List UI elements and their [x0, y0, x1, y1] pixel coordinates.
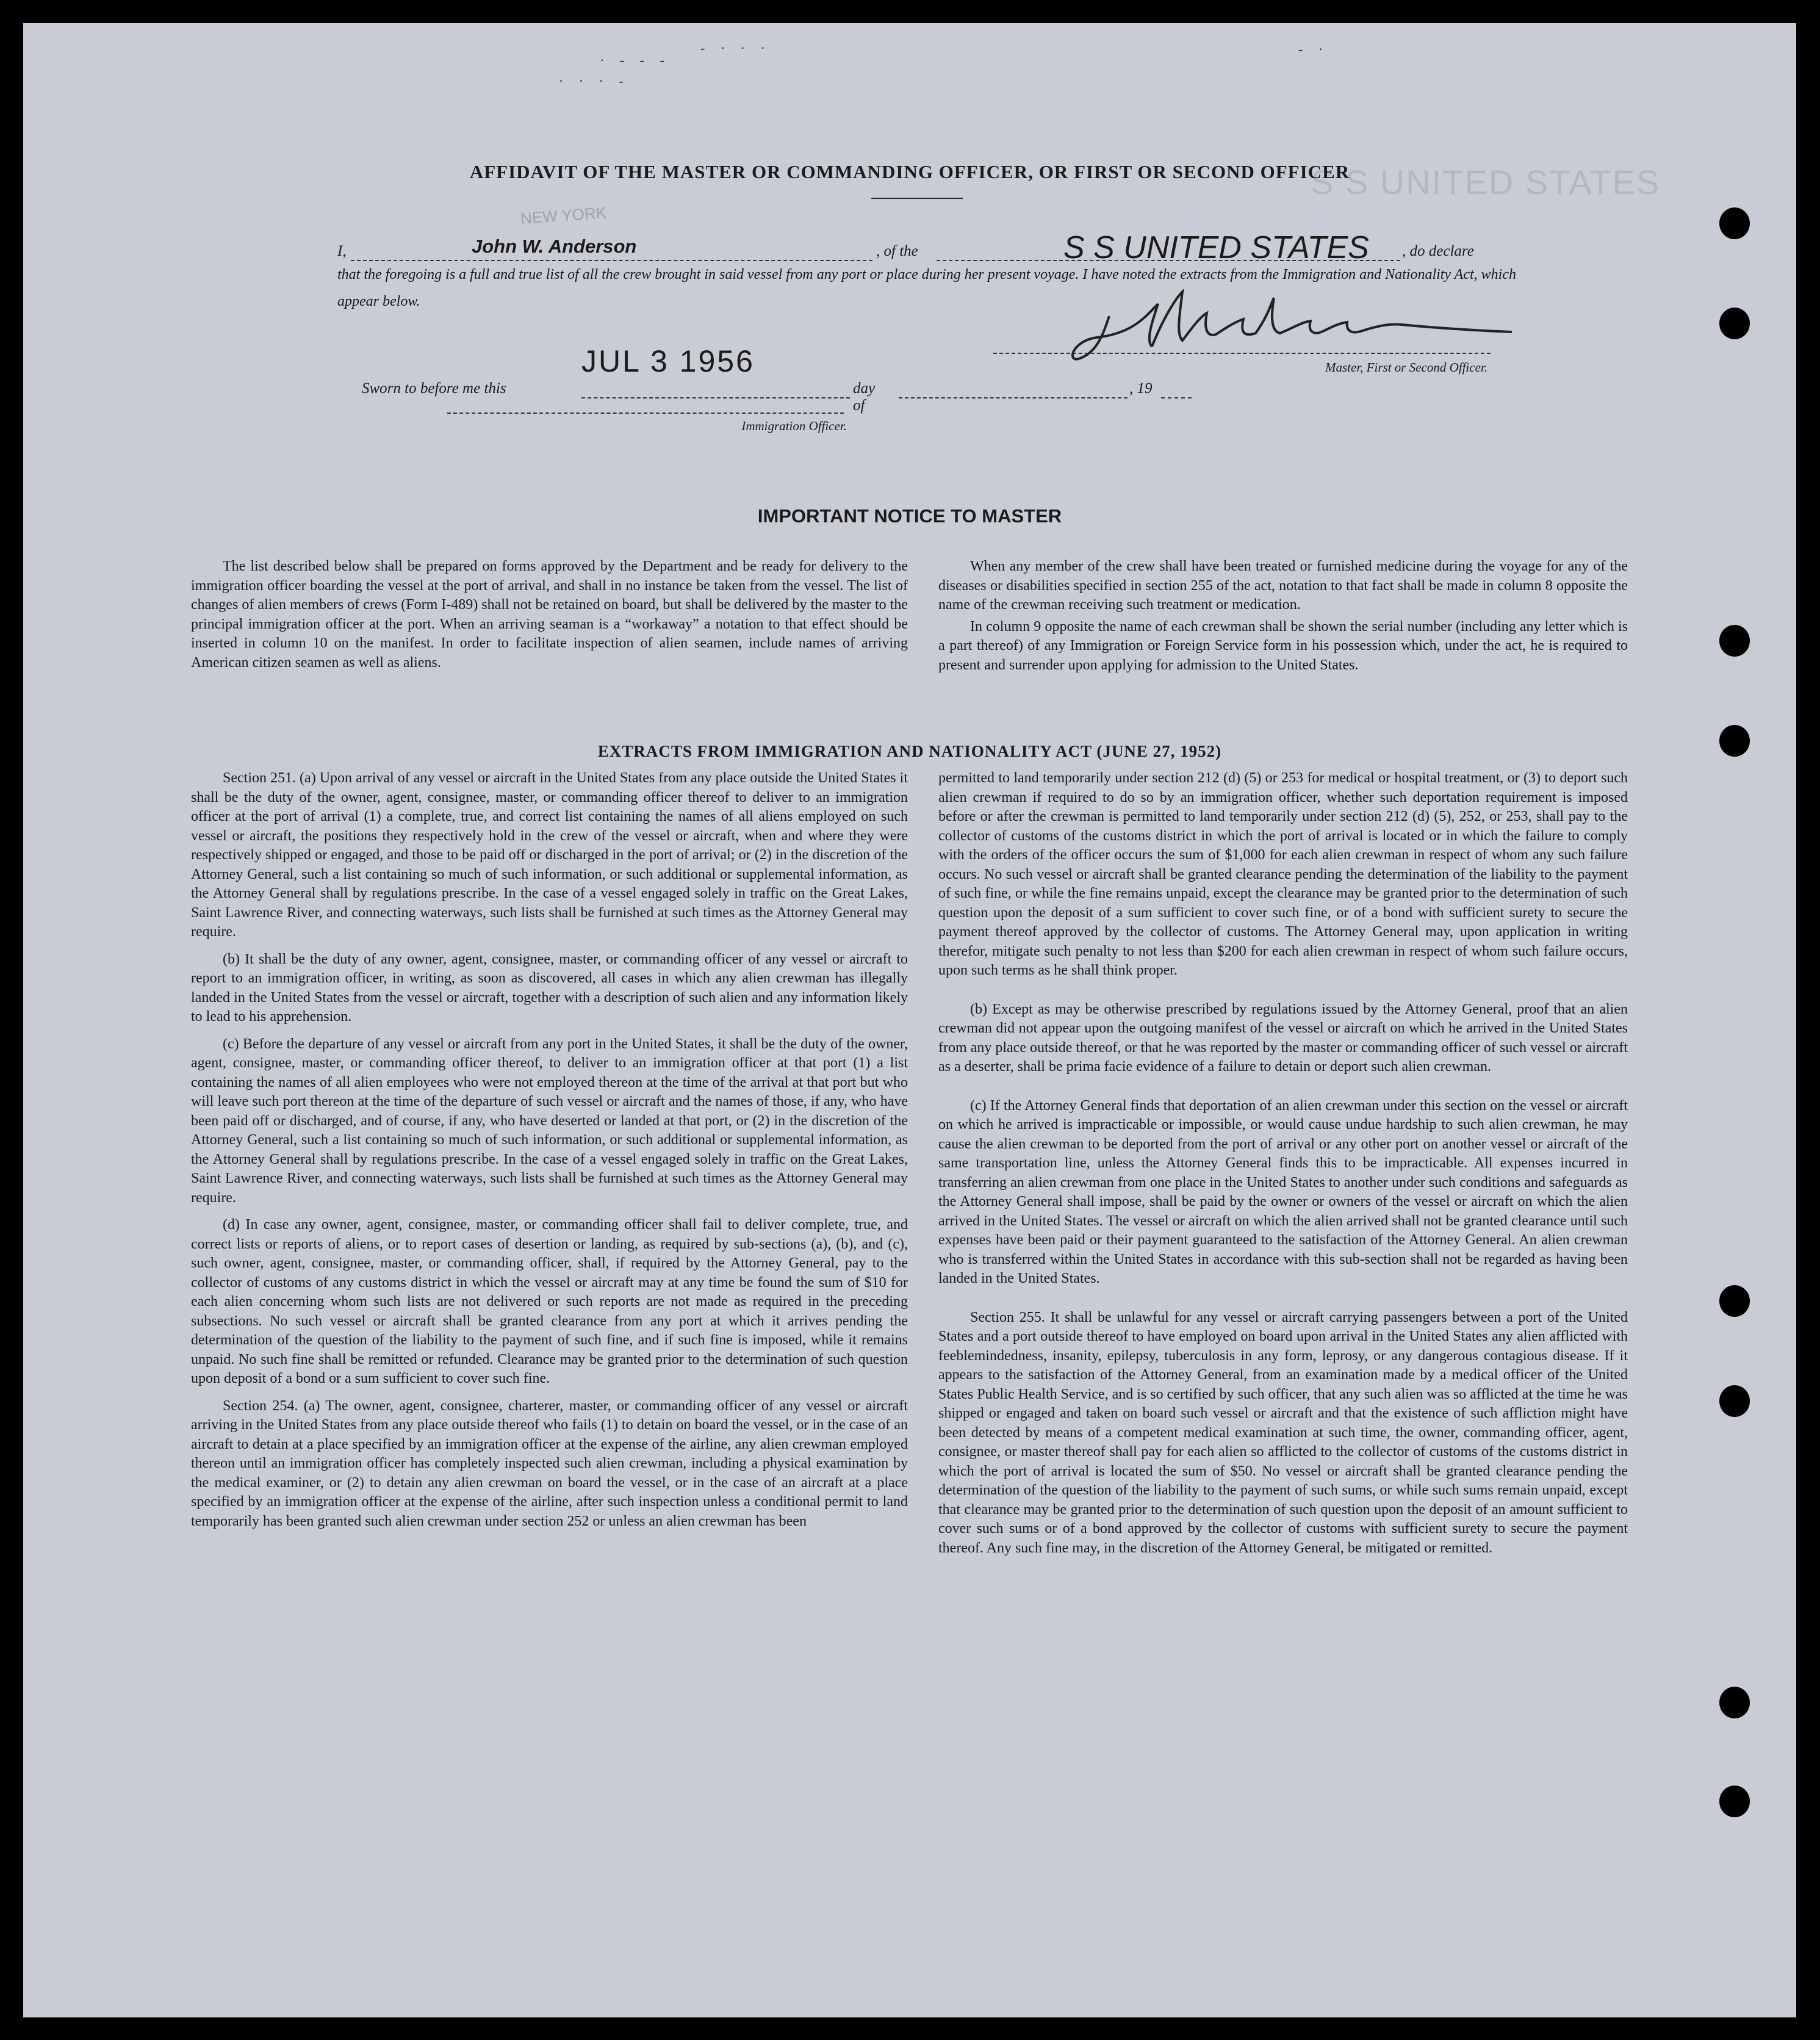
sworn-blank — [581, 380, 850, 398]
punch-hole — [1719, 1687, 1750, 1718]
notice-right-column — [938, 557, 1628, 683]
extracts-title: EXTRACTS FROM IMMIGRATION AND NATIONALITY ACT (JUNE 27, 1952) — [597, 742, 1222, 760]
sworn-line — [362, 380, 1153, 414]
notice-paragraph: The list described below shall be prepared on forms approved by the Department and be ready for delivery to the immigration officer boarding the vessel at the port of arrival, and shall in no instance be taken from the vessel. The list of changes of alien members of crews (Form I-489) shall not be retained on board, but shall be delivered by the master to the principal immigration officer at the port. When an arriving seaman is a “workaway” a notation to that effect should be inserted in column 10 on the manifest. In order to facilitate inspection of alien seamen, include names of arriving American citizen seamen as well as aliens. — [191, 558, 908, 671]
do-declare-text: , do declare — [1402, 243, 1474, 259]
year-prefix: , 19 — [1129, 380, 1153, 397]
immigration-officer-line — [447, 413, 844, 414]
notice-paragraph: In column 9 opposite the name of each crewman shall be shown the serial number (including any letter which is a part thereof) of any Immigration or Foreign Service form in his possession which, under the act, he is required to present and surrender upon applying for admission to the United States. — [938, 618, 1628, 673]
immigration-officer-caption: Immigration Officer. — [741, 419, 847, 433]
punch-hole — [1719, 625, 1750, 657]
punch-hole — [1719, 308, 1750, 339]
punch-hole — [1719, 1385, 1750, 1417]
date-stamp: JUL 3 1956 — [581, 344, 755, 378]
section-254-b: (b) Except as may be otherwise prescribed by regulations issued by the Attorney General, proof that an alien crewman did not appear upon the outgoing manifest of the vessel or aircraft on which he arrived in the United States from any place outside thereof, or that he was reported by the master or commanding officer of such vessel or aircraft as a deserter, shall be prima facie evidence of a failure to detain or deport such alien crewman. — [938, 1001, 1628, 1075]
extracts-left-column — [191, 769, 908, 1539]
signature-handwriting — [1060, 279, 1524, 371]
signature-line — [993, 353, 1491, 354]
affidavit-title: AFFIDAVIT OF THE MASTER OR COMMANDING OFFICER, OR FIRST OR SECOND OFFICER — [469, 161, 1350, 182]
punch-hole — [1719, 1285, 1750, 1317]
sworn-prefix: Sworn to before me this — [362, 380, 506, 397]
punch-hole — [1719, 725, 1750, 757]
section-251-b: (b) It shall be the duty of any owner, agent, consignee, master, or commanding officer of any vessel or aircraft to report to an immigration officer, in writing, as soon as discovered, all cases in which any alien crewman has illegally landed in the United States from the vessel or aircraft, together with a description of such alien and any information likely to lead to his apprehension. — [191, 951, 908, 1025]
section-251-c: (c) Before the departure of any vessel or aircraft from any port in the United States, it shall be the duty of the owner, agent, consignee, master, or commanding officer thereof, to deliver to an immigration officer at that port (1) a list containing the names of all alien employees who were not employed thereon at the time of the arrival at that port but who will leave such port thereon at the time of the departure of such vessel or aircraft and the names of those, if any, who have been paid off or discharged, and of course, if any, who have deserted or landed at that port, or (2) in the discretion of the Attorney General, such a list containing so much of such information, or such additional or supplemental information, as the Attorney General shall by regulations prescribe. In the case of a vessel engaged solely in traffic on the Great Lakes, Saint Lawrence River, and connecting waterways, such lists shall be furnished at such times as the Attorney General may require. — [191, 1036, 908, 1206]
declaration-body: that the foregoing is a full and true list of all the crew brought in said vessel from any port or place during her present voyage. I have noted the extracts from the Immigration and Nationality Act, which appear below. — [337, 267, 1516, 309]
master-name: John W. Anderson — [472, 236, 637, 257]
ship-name: S S UNITED STATES — [1063, 230, 1369, 265]
document-page — [23, 23, 1796, 2017]
day-of-text: day of — [853, 380, 876, 414]
declaration-prefix: I, — [337, 243, 347, 259]
of-the-text: , of the — [876, 243, 918, 259]
bleed-through-stamp: S S UNITED STATES — [1311, 163, 1661, 201]
section-251-d: (d) In case any owner, agent, consignee, master, or commanding officer shall fail to deliver complete, true, and correct lists or reports of aliens, or to report cases of desertion or landing, as required by sub-sections (a), (b), and (c), such owner, agent, consignee, master, or commanding officer, shall, if required by the Attorney General, pay to the collector of customs of any customs district in which the vessel or aircraft may at any time be found the sum of $10 for each alien concerning whom such lists are not delivered or such reports are not made as required in the preceding subsections. No such vessel or aircraft shall be granted clearance from any port at which it arrives pending the determination of the question of the liability to the payment of such fine, and if such fine is imposed, while it remains unpaid. No such fine shall be remitted or refunded. Clearance may be granted prior to the determination of such question upon deposit of a bond or a sum sufficient to cover such fine. — [191, 1217, 908, 1386]
year-blank — [1161, 380, 1192, 398]
speck-marks: · · · - — [559, 73, 630, 88]
declaration-line — [337, 230, 1552, 265]
notice-title: IMPORTANT NOTICE TO MASTER — [757, 505, 1062, 527]
month-blank — [899, 380, 1128, 398]
speck-marks: - · · · — [700, 40, 771, 56]
section-254-c: (c) If the Attorney General finds that deportation of an alien crewman under this section on the vessel or aircraft on which he arrived is impracticable or impossible, or would cause undue hardship to such alien crewman, he may cause the alien crewman to be deported from the port of arrival or any other port on another vessel or aircraft of the same transportation line, unless the Attorney General finds this to be impracticable. All expenses incurred in transferring an alien crewman from one place in the United States to another under such conditions and safeguards as the Attorney General shall impose, shall be paid by the owner or owners of the vessel or aircraft on which the alien arrived in the United States. The vessel or aircraft on which the alien arrived shall not be granted clearance until such expenses have been paid or their payment guaranteed to the satisfaction of the Attorney General. An alien crewman who is transferred within the United States in accordance with this sub-section shall not be regarded as having been landed in the United States. — [938, 1097, 1628, 1286]
signature-caption: Master, First or Second Officer. — [1325, 360, 1487, 375]
extracts-right-column — [938, 769, 1628, 1566]
speck-marks: · - - - — [600, 52, 671, 68]
speck-marks: - · — [1298, 41, 1329, 57]
notice-paragraph: When any member of the crew shall have been treated or furnished medicine during the voyage for any of the diseases or disabilities specified in section 255 of the act, notation to that fact shall be made in column 8 opposite the name of the crewman receiving such treatment or medication. — [938, 558, 1628, 613]
punch-hole — [1719, 1786, 1750, 1817]
bleed-through-port-stamp: NEW YORK — [520, 203, 607, 228]
section-254-a: Section 254. (a) The owner, agent, consignee, charterer, master, or commanding officer of any vessel or aircraft arriving in the United States from any place outside thereof who fails (1) to detain on board the vessel, or in the case of an aircraft to detain at a place specified by an immigration officer at the expense of the airline, any alien crewman employed thereon until an immigration officer has completely inspected such alien crewman, including a physical examination by the medical examiner, or (2) to detain any alien crewman on board the vessel, or in the case of an aircraft at a place specified by an immigration officer at the expense of the airline, after such inspection unless a conditional permit to land temporarily has been granted such alien crewman under section 252 or unless an alien crewman has been — [191, 1397, 908, 1529]
punch-hole — [1719, 207, 1750, 239]
title-underline — [871, 198, 963, 199]
section-251-a: Section 251. (a) Upon arrival of any vessel or aircraft in the United States from any place outside the United States it shall be the duty of the owner, agent, consignee, master, or commanding officer thereof to deliver to an immigration officer at the port of arrival (1) a complete, true, and correct list containing the names of all aliens employed on such vessel or aircraft, the positions they respectively hold in the crew of the vessel or aircraft, when and where they were respectively shipped or engaged, and those to be paid off or discharged in the port of arrival; or (2) in the discretion of the Attorney General, such a list containing so much of such information, or such additional or supplemental information, as the Attorney General shall by regulations prescribe. In the case of a vessel engaged solely in traffic on the Great Lakes, Saint Lawrence River, and connecting waterways, such lists shall be furnished at such times as the Attorney General may require. — [191, 770, 908, 940]
section-255: Section 255. It shall be unlawful for any vessel or aircraft carrying passengers between a port of the United States and a port outside thereof to have employed on board upon arrival in the United States any alien afflicted with feeblemindedness, insanity, epilepsy, tuberculosis in any form, leprosy, or any dangerous contagious disease. If it appears to the satisfaction of the Attorney General, from an examination made by a medical officer of the United States Public Health Service, and is so certified by such officer, that any such alien was so afflicted at the time he was shipped or engaged and taken on board such vessel or aircraft and that the existence of such affliction might have been detected by means of a competent medical examination at such time, the owner, commanding officer, agent, consignee, or master thereof shall pay for each alien so afflicted to the collector of customs of the customs district in which the port of arrival is located the sum of $50. No vessel or aircraft shall be granted clearance pending the determination of the question of the liability to the payment of such sums, or while such sums remain unpaid, except that clearance may be granted prior to the determination of such question upon the deposit of an amount sufficient to cover such sums or of a bond approved by the collector of customs with sufficient surety to secure the payment thereof. Any such fine may, in the discretion of the Attorney General, be mitigated or remitted. — [938, 1309, 1628, 1556]
notice-left-column — [191, 557, 908, 680]
section-254-a-continued: permitted to land temporarily under section 212 (d) (5) or 253 for medical or hospital treatment, or (3) to deport such alien crewman if required to do so by an immigration officer, whether such deportation requirement is imposed before or after the crewman is permitted to land temporarily under section 212 (d) (5), 252, or 253, shall pay to the collector of customs of the customs district in which the port of arrival is located or in which the failure to comply with the orders of the officer occurs the sum of $1,000 for each alien crewman in respect of whom any such failure occurs. No such vessel or aircraft shall be granted clearance pending the determination of the liability to the payment of such fine, or while the fine remains unpaid, except the clearance may be granted prior to the determination of such question upon the deposit of a sum sufficient to cover such fine, or of a bond with sufficient surety to secure the payment thereof approved by the collector of customs. The Attorney General may, upon application in writing therefor, mitigate such penalty to not less than $200 for each alien crewman in respect of whom such failure occurs, upon such terms as he shall think proper. — [938, 770, 1628, 978]
